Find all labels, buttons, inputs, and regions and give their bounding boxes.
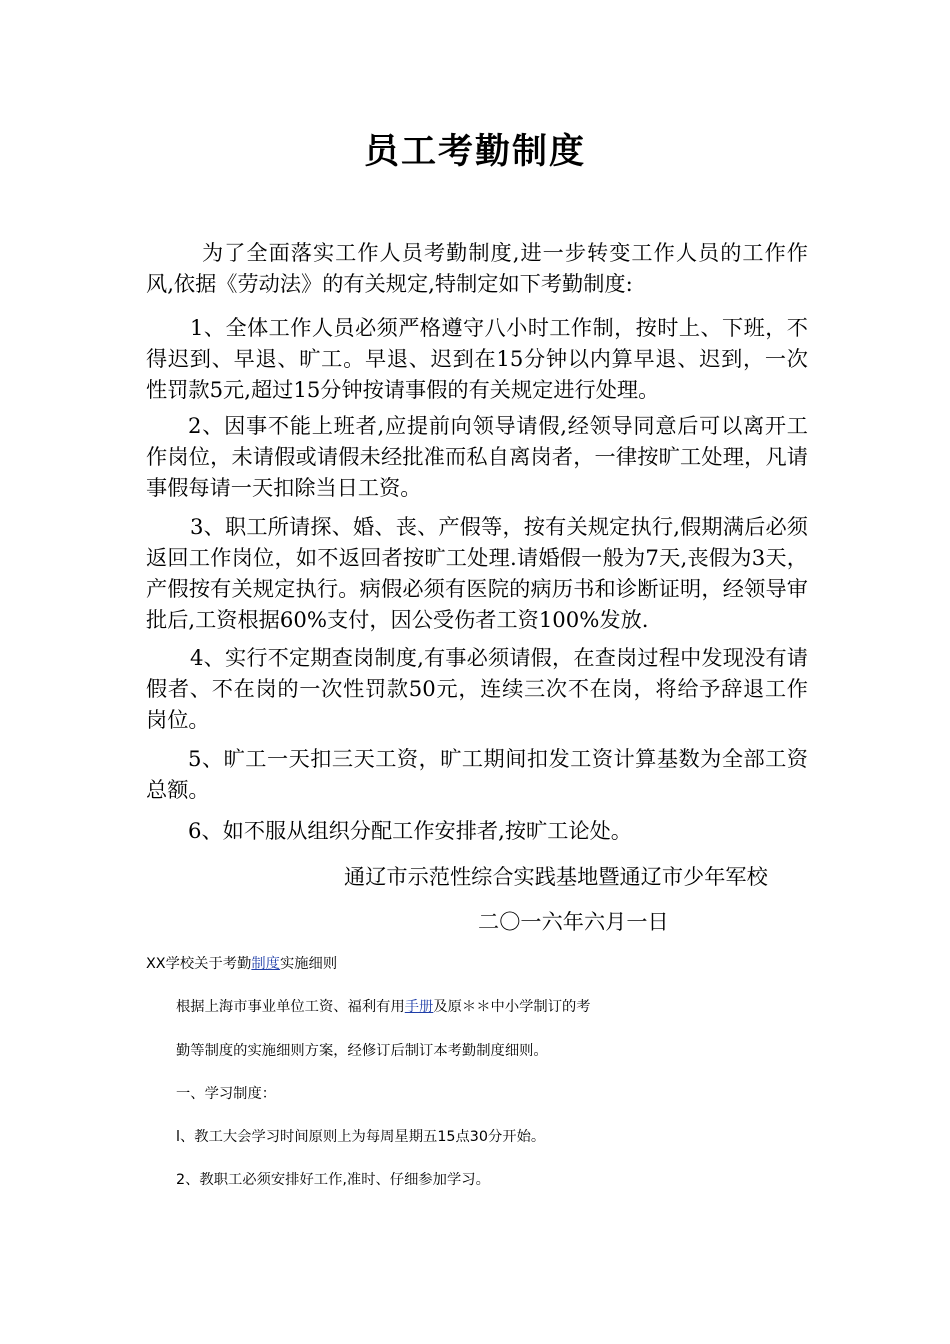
signature-date: 二〇一六年六月一日: [478, 909, 669, 934]
study-item-2: 2、教职工必须安排好工作,准时、仔细参加学习。: [176, 1172, 490, 1188]
rule-5-paragraph: 5、旷工一天扣三天工资，旷工期间扣发工资计算基数为全部工资总额。: [146, 746, 808, 802]
appendix-heading: [146, 954, 337, 974]
appendix-line-2: 勤等制度的实施细则方案，经修订后制订本考勤制度细则。: [176, 1043, 548, 1059]
intro-paragraph: 为了全面落实工作人员考勤制度,进一步转变工作人员的工作作风,依据《劳动法》的有关规定,特制定如下考勤制度:: [146, 240, 808, 296]
rule-3-paragraph: 3、职工所请探、婚、丧、产假等，按有关规定执行,假期满后必须返回工作岗位，如不返回者按旷工处理.请婚假一般为7天,丧假为3天，产假按有关规定执行。病假必须有医院的病历书和诊断证明，经领导审批后,工资根据60%支付，因公受伤者工资100%发放.: [146, 514, 808, 632]
rule-4-paragraph: 4、实行不定期查岗制度,有事必须请假，在查岗过程中发现没有请假者、不在岗的一次性罚款50元，连续三次不在岗，将给予辞退工作岗位。: [146, 645, 808, 732]
appendix-heading-text: XX学校关于考勤: [146, 956, 252, 972]
heading-link-zhidu[interactable]: 制度: [251, 956, 280, 972]
rule-1-paragraph: 1、全体工作人员必须严格遵守八小时工作制，按时上、下班，不得迟到、早退、旷工。早退、迟到在15分钟以内算早退、迟到，一次性罚款5元,超过15分钟按请事假的有关规定进行处理。: [146, 315, 808, 402]
signature-organization: 通辽市示范性综合实践基地暨通辽市少年军校: [344, 864, 768, 889]
study-item-1: l、教工大会学习时间原则上为每周星期五15点30分开始。: [176, 1129, 546, 1145]
section-study-heading: 一、学习制度：: [176, 1086, 277, 1102]
document-title: 员工考勤制度: [363, 132, 586, 172]
manual-link[interactable]: 手册: [404, 999, 434, 1015]
rule-2-paragraph: 2、因事不能上班者,应提前向领导请假,经领导同意后可以离开工作岗位，未请假或请假未经批准而私自离岗者，一律按旷工处理，凡请事假每请一天扣除当日工资。: [146, 413, 808, 500]
appendix-heading-text-end: 实施细则: [279, 956, 338, 972]
appendix-line-1-text-end: 及原＊＊中小学制订的考: [433, 999, 591, 1015]
appendix-line-1: [176, 997, 591, 1017]
rule-6-paragraph: 6、如不服从组织分配工作安排者,按旷工论处。: [188, 818, 632, 843]
appendix-line-1-text: 根据上海市事业单位工资、福利有用: [176, 999, 405, 1015]
